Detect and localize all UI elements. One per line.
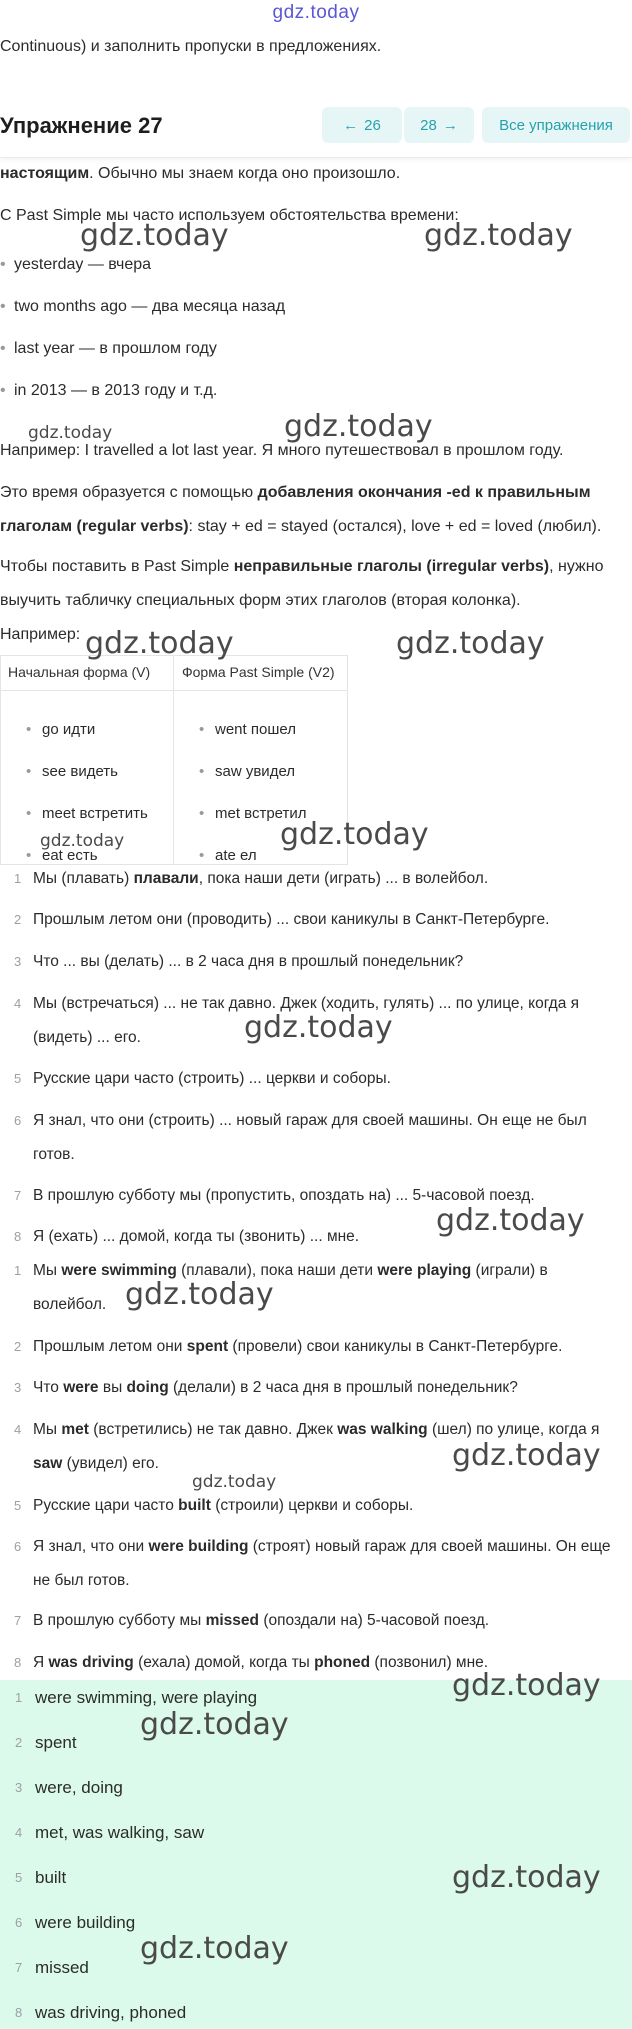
watermark: gdz.today <box>452 1860 601 1895</box>
list-item: • yesterday — вчера <box>14 256 151 274</box>
answer-text: met, was walking, saw <box>35 1823 205 1842</box>
all-exercises-button[interactable] <box>482 107 630 143</box>
text-part: Прошлым летом они <box>33 1338 187 1355</box>
arrow-left-icon: ← <box>343 116 359 134</box>
item-text <box>33 1489 622 1523</box>
text-part: Мы <box>33 1421 62 1438</box>
text-part: (строят) новый гараж для своей машины. Он еще не был готов. <box>33 1538 611 1589</box>
text-part: (ехала) домой, когда ты <box>133 1654 315 1671</box>
text-part-bold: were swimming <box>61 1262 177 1279</box>
text-part: (опоздали на) 5-часовой поезд. <box>259 1612 490 1629</box>
watermark: gdz.today <box>244 1010 393 1045</box>
formation-rule-bold: добавления окончания -ed к правильным глаголам (regular verbs) <box>0 484 591 535</box>
item-number: 5 <box>15 1870 23 1885</box>
table-cell: • met встретил <box>215 805 307 822</box>
table-cell: • went пошел <box>215 721 296 738</box>
text-part-bold: met <box>61 1421 89 1438</box>
watermark: gdz.today <box>140 1707 289 1742</box>
table-divider <box>173 656 174 864</box>
item-number: 3 <box>14 1380 22 1395</box>
item-number: 6 <box>14 1113 22 1128</box>
table-cell: • ate ел <box>215 847 257 864</box>
text-part-bold: were playing <box>377 1262 472 1279</box>
text-part: , пока наши дети (играть) ... в волейбол. <box>198 870 489 887</box>
theory-line-1 <box>0 157 400 191</box>
theory-line-1-rest: . Обычно мы знаем когда оно произошло. <box>89 165 401 182</box>
table-cell: • go идти <box>42 721 95 738</box>
watermark: gdz.today <box>85 626 234 661</box>
answer-text: were swimming, were playing <box>35 1688 258 1707</box>
item-number: 1 <box>15 1690 23 1705</box>
item-number: 2 <box>14 1339 22 1354</box>
watermark: gdz.today <box>125 1277 274 1312</box>
text-part: Я <box>33 1654 49 1671</box>
text-part-bold: doing <box>126 1379 169 1396</box>
watermark: gdz.today <box>284 409 433 444</box>
item-number: 1 <box>14 871 22 886</box>
item-text: Что ... вы (делать) ... в 2 часа дня в прошлый понедельник? <box>33 953 464 970</box>
item-number: 3 <box>14 954 22 969</box>
item-number: 3 <box>15 1780 23 1795</box>
item-text: Прошлым летом они (проводить) ... свои каникулы в Санкт-Петербурге. <box>33 911 550 928</box>
text-part: (играли) в волейбол. <box>33 1262 548 1313</box>
item-text: Я знал, что они (строить) ... новый гараж для своей машины. Он еще не был готов. <box>33 1112 587 1163</box>
list-item: • in 2013 — в 2013 году и т.д. <box>14 382 217 400</box>
text-part: Русские цари часто <box>33 1497 179 1514</box>
text-part-bold: missed <box>205 1612 260 1629</box>
item-text <box>33 1530 622 1598</box>
item-text <box>33 1330 622 1364</box>
exercise-title: Упражнение 27 <box>0 113 163 138</box>
irregular-rule <box>0 550 622 618</box>
table-header: Форма Past Simple (V2) <box>182 664 335 680</box>
text-part: (плавали), пока наши дети <box>176 1262 378 1279</box>
item-text <box>33 1254 622 1322</box>
table-divider <box>1 690 347 691</box>
watermark: gdz.today <box>80 218 229 253</box>
site-logo[interactable]: gdz.today <box>272 2 360 23</box>
text-part: Мы (плавать) <box>33 870 134 887</box>
item-text <box>33 862 622 896</box>
answer-text: were building <box>35 1913 136 1932</box>
item-number: 7 <box>14 1613 22 1628</box>
next-exercise-button[interactable] <box>404 107 474 143</box>
example-sentence: Например: I travelled a lot last year. Я много путешествовал в прошлом году. <box>0 442 564 459</box>
item-text: Мы (встречаться) ... не так давно. Джек (ходить, гулять) ... по улице, когда я (видеть) ... его. <box>33 995 580 1046</box>
watermark: gdz.today <box>192 1472 277 1492</box>
list-item: • last year — в прошлом году <box>14 340 217 358</box>
table-cell: • meet встретить <box>42 805 148 822</box>
item-number: 8 <box>14 1229 22 1244</box>
item-number: 2 <box>14 912 22 927</box>
text-part: (делали) в 2 часа дня в прошлый понедельник? <box>168 1379 518 1396</box>
item-text: Русские цари часто (строить) ... церкви и соборы. <box>33 1070 391 1087</box>
text-part: (встретились) не так давно. Джек <box>88 1421 338 1438</box>
watermark: gdz.today <box>140 1931 289 1966</box>
table-cell: • see видеть <box>42 763 118 780</box>
item-number: 5 <box>14 1071 22 1086</box>
item-text <box>33 1371 622 1405</box>
theory-line-2: С Past Simple мы часто используем обстоятельства времени: <box>0 207 459 224</box>
formation-rule-a: Это время образуется с помощью <box>0 484 258 501</box>
item-number: 4 <box>15 1825 23 1840</box>
text-part: Мы <box>33 1262 62 1279</box>
item-number: 7 <box>14 1188 22 1203</box>
answer-text: spent <box>35 1733 77 1752</box>
watermark: gdz.today <box>396 626 545 661</box>
text-part-bold: phoned <box>314 1654 371 1671</box>
theory-bold-word: настоящим <box>0 165 90 182</box>
example-label: Например: <box>0 626 81 643</box>
arrow-right-icon: → <box>442 116 458 134</box>
text-part: (шел) по улице, когда я <box>427 1421 600 1438</box>
watermark: gdz.today <box>452 1668 601 1703</box>
irregular-rule-b: , нужно выучить табличку специальных форм этих глаголов (вторая колонка). <box>0 558 604 609</box>
watermark: gdz.today <box>40 831 125 851</box>
all-exercises-label: Все упражнения <box>499 116 613 134</box>
irregular-rule-bold: неправильные глаголы (irregular verbs) <box>233 558 550 575</box>
text-part-bold: were building <box>148 1538 249 1555</box>
answer-text: built <box>35 1868 67 1887</box>
next-exercise-label: 28 <box>420 116 437 134</box>
text-part-bold: плавали <box>133 870 199 887</box>
text-part-bold: were <box>63 1379 99 1396</box>
intro-text: Continuous) и заполнить пропуски в предложениях. <box>0 38 382 55</box>
watermark: gdz.today <box>28 423 113 443</box>
item-number: 2 <box>15 1735 23 1750</box>
text-part-bold: saw <box>33 1455 63 1472</box>
watermark: gdz.today <box>452 1438 601 1473</box>
item-number: 7 <box>15 1960 23 1975</box>
item-number: 8 <box>14 1655 22 1670</box>
text-part-bold: was walking <box>337 1421 428 1438</box>
formation-rule-b: : stay + ed = stayed (остался), love + ed = loved (любил). <box>188 518 602 535</box>
irregular-rule-a: Чтобы поставить в Past Simple <box>0 558 234 575</box>
item-number: 6 <box>14 1539 22 1554</box>
item-text <box>33 1604 622 1638</box>
text-part: (позвонил) мне. <box>370 1654 489 1671</box>
list-item: • two months ago — два месяца назад <box>14 298 285 316</box>
formation-rule <box>0 476 622 544</box>
item-number: 4 <box>14 1422 22 1437</box>
item-text: В прошлую субботу мы (пропустить, опоздать на) ... 5-часовой поезд. <box>33 1187 535 1204</box>
item-number: 1 <box>14 1263 22 1278</box>
watermark: gdz.today <box>280 817 429 852</box>
text-part: (провели) свои каникулы в Санкт-Петербурге. <box>228 1338 563 1355</box>
answers-block <box>0 1680 632 2029</box>
text-part-bold: was driving <box>48 1654 134 1671</box>
answer-text: missed <box>35 1958 89 1977</box>
item-number: 4 <box>14 996 22 1011</box>
watermark: gdz.today <box>436 1203 585 1238</box>
watermark: gdz.today <box>424 218 573 253</box>
answer-text: was driving, phoned <box>35 2003 187 2022</box>
exercise-header <box>0 95 632 158</box>
table-cell: • saw увидел <box>215 763 295 780</box>
text-part: В прошлую субботу мы <box>33 1612 206 1629</box>
text-part: (строили) церкви и соборы. <box>210 1497 414 1514</box>
item-number: 6 <box>15 1915 23 1930</box>
answer-text: were, doing <box>35 1778 123 1797</box>
item-number: 8 <box>15 2005 23 2020</box>
text-part: вы <box>98 1379 127 1396</box>
prev-exercise-label: 26 <box>364 116 381 134</box>
text-part: Что <box>33 1379 64 1396</box>
text-part: (увидел) его. <box>62 1455 159 1472</box>
table-cell: • eat есть <box>42 847 98 864</box>
item-text: Я (ехать) ... домой, когда ты (звонить) ... мне. <box>33 1228 360 1245</box>
text-part-bold: spent <box>186 1338 229 1355</box>
prev-exercise-button[interactable] <box>322 107 402 143</box>
table-header: Начальная форма (V) <box>8 664 151 680</box>
text-part-bold: built <box>178 1497 211 1514</box>
item-number: 5 <box>14 1498 22 1513</box>
text-part: Я знал, что они <box>33 1538 149 1555</box>
